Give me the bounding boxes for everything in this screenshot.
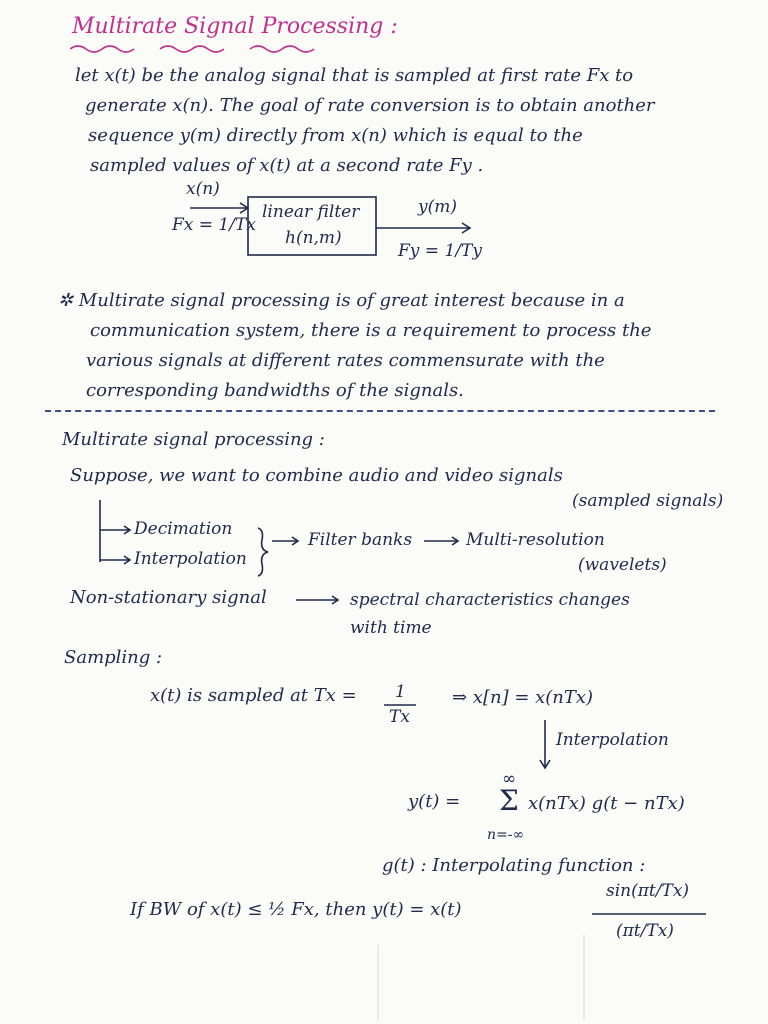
sampling-heading: Sampling : (64, 647, 163, 668)
diagram-input-label: x(n) (186, 179, 220, 199)
note-line-3: various signals at different rates commensurate with the (86, 350, 605, 371)
sampled-at-text: x(t) is sampled at Tx = (150, 685, 357, 706)
diagram-input-rate: Fx = 1/Tx (172, 215, 256, 235)
sum-upper-limit: ∞ (502, 769, 517, 789)
diagram-output-label: y(m) (418, 197, 457, 217)
bandwidth-condition: If BW of x(t) ≤ ½ Fx, then y(t) = x(t) (130, 899, 462, 920)
note-line-4: corresponding bandwidths of the signals. (86, 380, 464, 401)
page-title: Multirate Signal Processing : (72, 14, 398, 39)
y-formula-right: x(nTx) g(t − nTx) (528, 793, 685, 814)
diagram-block-line-2: h(n,m) (285, 228, 342, 248)
decimation-label: Decimation (134, 519, 233, 539)
spectral-line-1: spectral characteristics changes (350, 590, 630, 610)
interpolating-function-definition: g(t) : Interpolating function : (382, 855, 646, 876)
sinc-numerator: sin(πt/Tx) (606, 881, 690, 901)
section-divider (45, 410, 715, 412)
diagram-output-rate: Fy = 1/Ty (398, 241, 482, 261)
sampled-signals-note: (sampled signals) (572, 491, 724, 511)
intro-line-1: let x(t) be the analog signal that is sampled at first rate Fx to (75, 65, 634, 86)
sum-lower-limit: n=-∞ (487, 827, 525, 843)
discrete-sample-equation: ⇒ x[n] = x(nTx) (452, 687, 594, 708)
summation-sign: Σ (499, 784, 519, 817)
filter-banks-label: Filter banks (308, 530, 413, 550)
interpolation-arrow-label: Interpolation (556, 730, 669, 750)
sinc-denominator: (πt/Tx) (616, 921, 674, 941)
y-formula-left: y(t) = (408, 791, 461, 812)
diagram-block-line-1: linear filter (262, 202, 360, 222)
intro-line-4: sampled values of x(t) at a second rate Fy . (90, 155, 484, 176)
fraction-numerator: 1 (395, 682, 406, 702)
intro-line-3: sequence y(m) directly from x(n) which is equal to the (88, 125, 583, 146)
note-line-1: ✲ Multirate signal processing is of great interest because in a (58, 290, 625, 311)
interpolation-label: Interpolation (134, 549, 247, 569)
nonstationary-label: Non-stationary signal (70, 587, 267, 608)
spectral-line-2: with time (350, 618, 432, 638)
fraction-denominator: Tx (389, 707, 410, 727)
suppose-line: Suppose, we want to combine audio and video signals (70, 465, 563, 486)
wavelets-label: (wavelets) (578, 555, 667, 575)
multi-resolution-label: Multi-resolution (466, 530, 605, 550)
intro-line-2: generate x(n). The goal of rate conversion is to obtain another (85, 95, 655, 116)
section2-heading: Multirate signal processing : (62, 429, 325, 450)
note-line-2: communication system, there is a requirement to process the (90, 320, 652, 341)
